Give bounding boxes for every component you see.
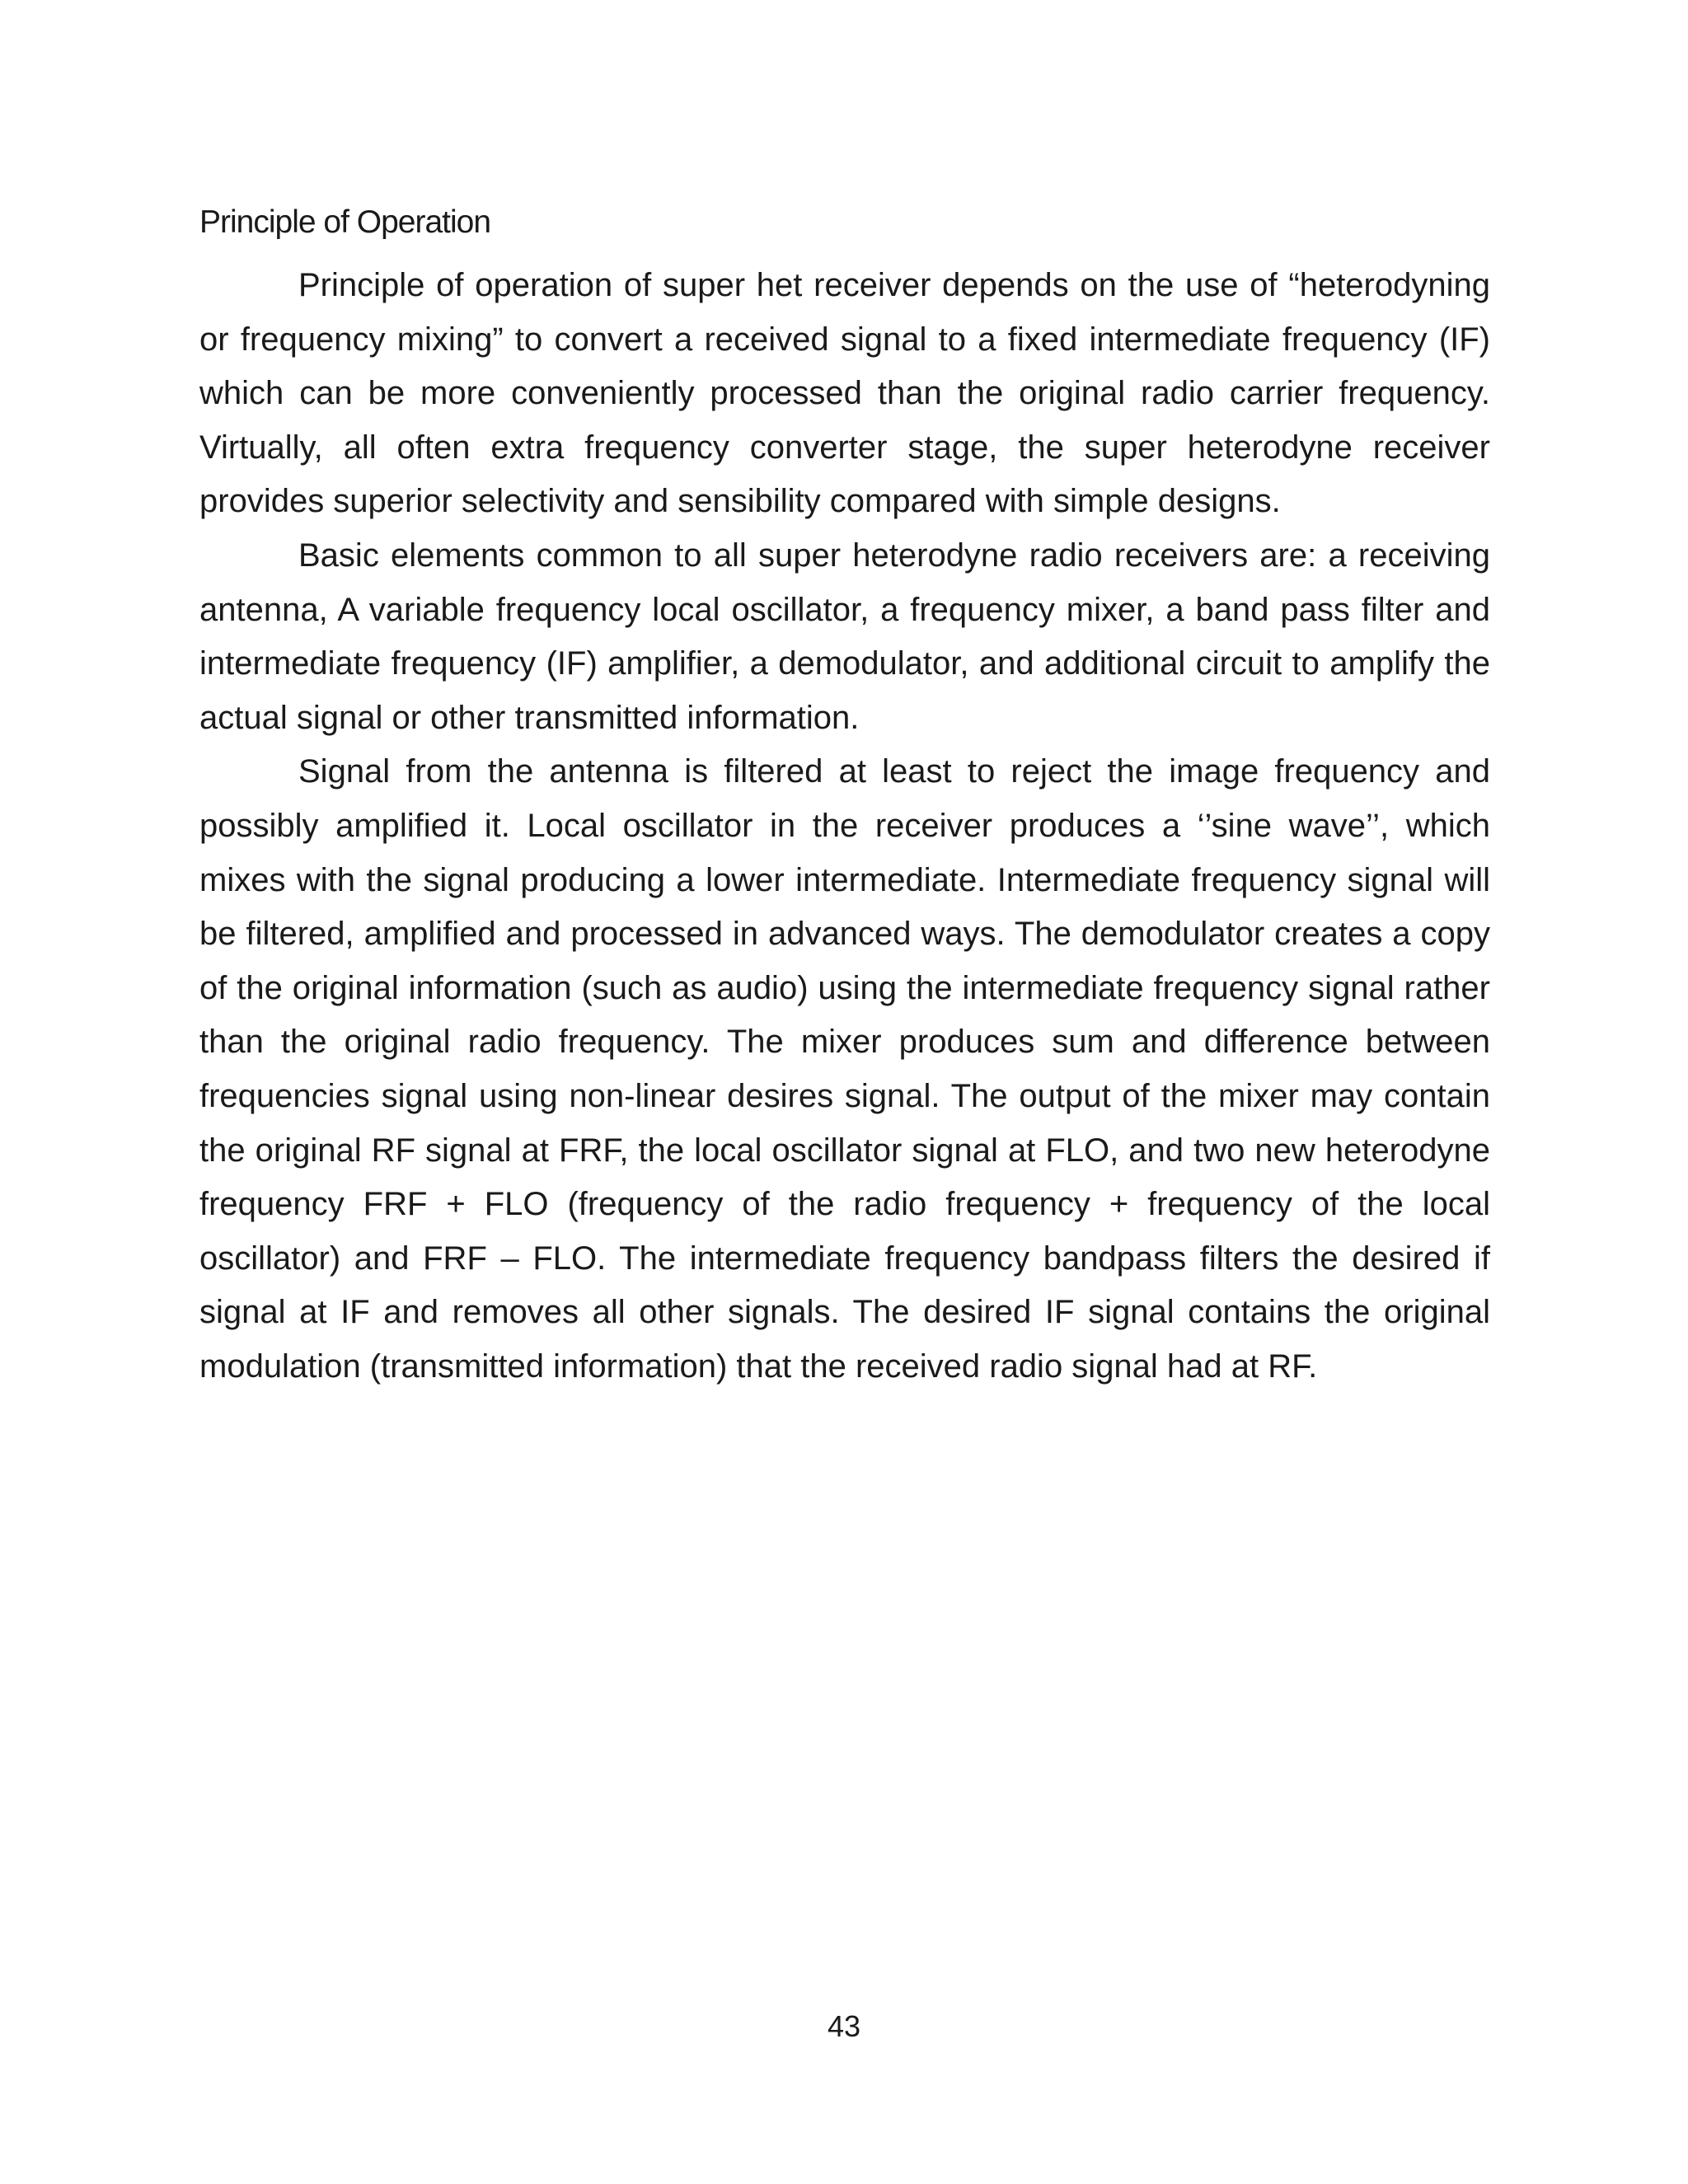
page-number: 43	[827, 2009, 861, 2043]
section-heading: Principle of Operation	[199, 204, 491, 240]
paragraph-signal-flow: Signal from the antenna is filtered at least to reject the image frequency and possibly amplified it. Local oscillator in the receiver produces a ‘’sine wave’’, which mixes with the signal producing a lower intermediate. Intermediate frequency signal will be filtered, amplified and processed in advanced ways. The demodulator creates a copy of the original information (such as audio) using the intermediate frequency signal rather than the original radio frequency. The mixer produces sum and difference between frequencies signal using non-linear desires signal. The output of the mixer may contain the original RF signal at FRF, the local oscillator signal at FLO, and two new heterodyne frequency FRF + FLO (frequency of the radio frequency + frequency of the local oscillator) and FRF – FLO. The intermediate frequency bandpass filters the desired if signal at IF and removes all other signals. The desired IF signal contains the original modulation (transmitted information) that the received radio signal had at RF.	[199, 753, 1490, 1385]
paragraph-principle: Principle of operation of super het receiver depends on the use of “heterodyning or frequency mixing” to convert a received signal to a fixed intermediate frequency (IF) which can be more conveniently processed than the original radio carrier frequency. Virtually, all often extra frequency converter stage, the super heterodyne receiver provides superior selectivity and sensibility compared with simple designs.	[199, 267, 1490, 520]
paragraph-basic-elements: Basic elements common to all super heterodyne radio receivers are: a receiving antenna, A variable frequency local oscillator, a frequency mixer, a band pass filter and intermediate frequency (IF) amplifier, a demodulator, and additional circuit to amplify the actual signal or other transmitted information.	[199, 537, 1490, 736]
body-text	[199, 259, 1490, 1394]
